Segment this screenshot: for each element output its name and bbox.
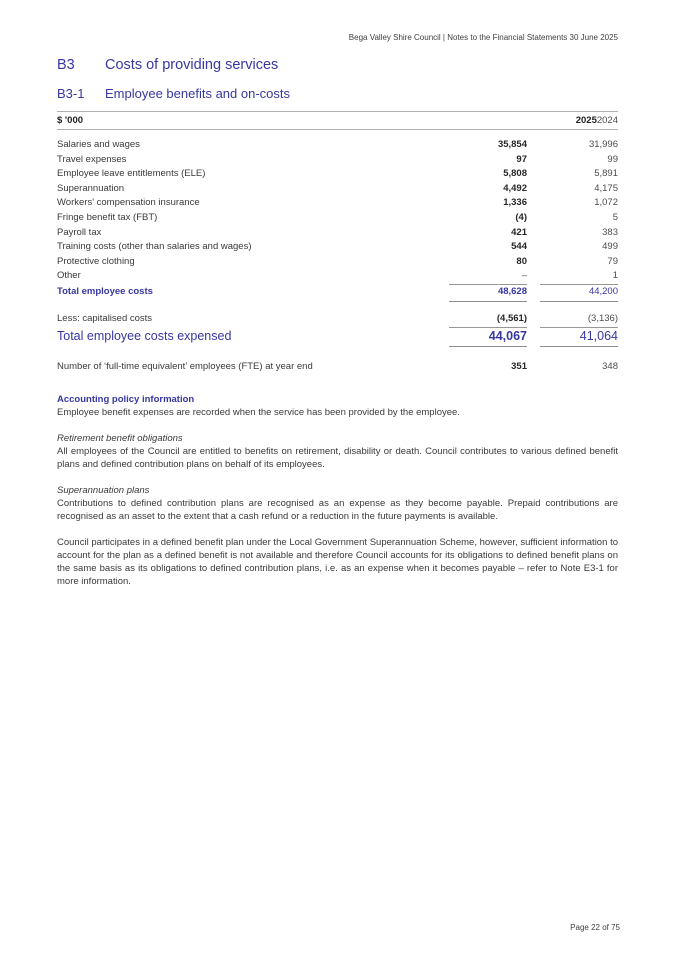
value-2025: 97 bbox=[516, 153, 527, 165]
page-number: Page 22 of 75 bbox=[570, 923, 620, 932]
section-code: B3 bbox=[57, 57, 75, 73]
column-gap bbox=[527, 360, 540, 375]
column-gap bbox=[527, 167, 540, 182]
row-label: Workers' compensation insurance bbox=[57, 197, 200, 209]
subsection-heading bbox=[57, 86, 618, 101]
table-row bbox=[57, 240, 618, 255]
value-2025: 48,628 bbox=[449, 285, 527, 302]
value-2024: 1 bbox=[540, 269, 618, 285]
table-row bbox=[57, 153, 618, 168]
table-row bbox=[57, 138, 618, 153]
retirement-obligations-body: All employees of the Council are entitled to benefits on retirement, disability or death. Council contributes to various defined benefit plans and defined contribution plans on behalf of its employees. bbox=[57, 445, 618, 470]
table-header-row bbox=[57, 111, 618, 130]
employee-costs-table bbox=[57, 111, 618, 375]
column-header-2024: 2024 bbox=[596, 115, 618, 126]
value-2024: 499 bbox=[602, 241, 618, 253]
table-row bbox=[57, 226, 618, 241]
value-2024: 79 bbox=[607, 255, 618, 267]
value-2025: (4,561) bbox=[449, 312, 527, 329]
value-2024: 1,072 bbox=[594, 197, 618, 209]
column-gap bbox=[527, 138, 540, 153]
column-gap bbox=[527, 312, 540, 329]
row-label: Employee leave entitlements (ELE) bbox=[57, 168, 206, 180]
column-gap bbox=[527, 182, 540, 197]
superannuation-plans-heading: Superannuation plans bbox=[57, 484, 150, 496]
value-2025: (4) bbox=[515, 211, 527, 223]
page-content bbox=[57, 0, 618, 601]
row-label: Less: capitalised costs bbox=[57, 312, 153, 324]
row-label: Total employee costs bbox=[57, 285, 153, 297]
row-label: Protective clothing bbox=[57, 255, 135, 267]
total-employee-costs-row bbox=[57, 285, 618, 302]
table-row bbox=[57, 269, 618, 285]
value-2024: 348 bbox=[602, 361, 618, 373]
value-2025: 35,854 bbox=[497, 139, 527, 150]
table-row bbox=[57, 196, 618, 211]
value-2025: 1,336 bbox=[503, 197, 527, 209]
row-label: Salaries and wages bbox=[57, 139, 140, 150]
value-2025: 44,067 bbox=[449, 328, 527, 347]
column-gap bbox=[527, 269, 540, 285]
defined-benefit-paragraph: Council participates in a defined benefit plan under the Local Government Superannuation Scheme, however, sufficient information to account for the plan as a defined benefit is not available and therefore Council accounts for its obligations to defined benefit plans on the same basis as its obligations to defined contribution plans, i.e. as an expense when it becomes payable – refer to Note E3-1 for more information. bbox=[57, 536, 618, 587]
column-gap bbox=[527, 211, 540, 226]
column-gap bbox=[527, 196, 540, 211]
column-gap bbox=[527, 255, 540, 270]
value-2024: 4,175 bbox=[594, 182, 618, 194]
table-row bbox=[57, 182, 618, 197]
table-row bbox=[57, 167, 618, 182]
column-gap bbox=[527, 285, 540, 302]
column-gap bbox=[527, 328, 540, 347]
subsection-code: B3-1 bbox=[57, 86, 85, 101]
policy-intro: Employee benefit expenses are recorded when the service has been provided by the employee. bbox=[57, 406, 460, 418]
value-2025: 544 bbox=[511, 241, 527, 253]
row-label: Training costs (other than salaries and wages) bbox=[57, 241, 252, 253]
value-2024: 383 bbox=[602, 226, 618, 238]
total-expensed-row bbox=[57, 328, 618, 347]
value-2024: 41,064 bbox=[540, 328, 618, 347]
running-header: Bega Valley Shire Council | Notes to the Financial Statements 30 June 2025 bbox=[348, 33, 618, 42]
subsection-title: Employee benefits and on-costs bbox=[105, 86, 290, 101]
value-2025: 80 bbox=[516, 255, 527, 267]
value-2025: – bbox=[449, 269, 527, 285]
superannuation-plans-body: Contributions to defined contribution plans are recognised as an expense as they become payable. Prepaid contributions are recognised as an asset to the extent that a cash refund or a reduction in the future payments is available. bbox=[57, 497, 618, 522]
value-2024: 5,891 bbox=[594, 168, 618, 180]
retirement-obligations-heading: Retirement benefit obligations bbox=[57, 432, 183, 444]
row-label: Other bbox=[57, 270, 81, 282]
value-2024: (3,136) bbox=[540, 312, 618, 329]
less-capitalised-costs-row bbox=[57, 312, 618, 329]
table-body bbox=[57, 138, 618, 375]
accounting-policy-section bbox=[57, 393, 618, 588]
row-label: Total employee costs expensed bbox=[57, 329, 232, 344]
row-label: Number of ‘full-time equivalent’ employees (FTE) at year end bbox=[57, 361, 313, 373]
section-title: Costs of providing services bbox=[105, 57, 279, 73]
value-2025: 4,492 bbox=[503, 182, 527, 194]
row-label: Travel expenses bbox=[57, 153, 127, 165]
column-gap bbox=[527, 240, 540, 255]
fte-row bbox=[57, 360, 618, 375]
column-gap bbox=[527, 226, 540, 241]
section-heading bbox=[57, 57, 618, 74]
row-label: Payroll tax bbox=[57, 226, 102, 238]
row-label: Superannuation bbox=[57, 182, 125, 194]
column-gap bbox=[527, 153, 540, 168]
value-2025: 421 bbox=[511, 226, 527, 238]
unit-header: $ '000 bbox=[57, 115, 84, 126]
value-2025: 351 bbox=[511, 361, 527, 373]
table-row bbox=[57, 255, 618, 270]
value-2024: 44,200 bbox=[540, 285, 618, 302]
row-label: Fringe benefit tax (FBT) bbox=[57, 211, 158, 223]
policy-heading: Accounting policy information bbox=[57, 393, 195, 405]
value-2024: 5 bbox=[612, 211, 618, 223]
table-row bbox=[57, 211, 618, 226]
value-2025: 5,808 bbox=[503, 168, 527, 180]
column-header-2025: 2025 bbox=[575, 115, 597, 126]
value-2024: 99 bbox=[607, 153, 618, 165]
value-2024: 31,996 bbox=[588, 139, 618, 150]
